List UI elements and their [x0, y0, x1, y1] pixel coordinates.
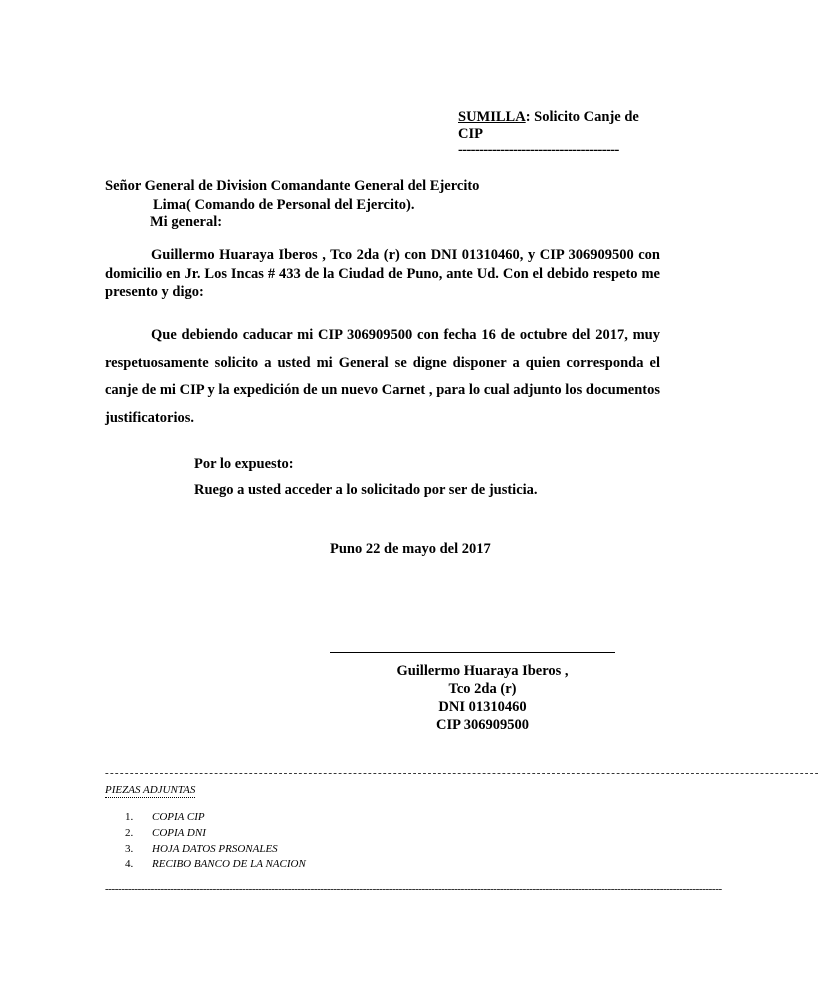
sumilla-dashes: -------------------------------------- — [458, 142, 619, 158]
separator-top: ------------------------------------------------------------------------------------------------------------------------------------------------ — [105, 767, 820, 779]
signature-cip: CIP 306909500 — [435, 717, 530, 733]
attachments-heading: PIEZAS ADJUNTAS — [105, 784, 196, 796]
place-date: Puno 22 de mayo del 2017 — [330, 541, 491, 557]
sumilla-label: SUMILLA — [458, 109, 526, 125]
body-paragraph-1: Guillermo Huaraya Iberos , Tco 2da (r) con DNI 01310460, y CIP 306909500 con domicilio en Jr. Los Incas # 433 de la Ciudad de Puno, ante Ud. Con el debido respeto me presento y digo: — [105, 247, 660, 300]
signature-dni: DNI 01310460 — [438, 699, 527, 715]
sumilla — [458, 109, 663, 143]
list-item: 2. COPIA DNI — [125, 826, 206, 839]
closing-line-1: Por lo expuesto: — [194, 456, 294, 472]
attachments-list — [125, 810, 306, 873]
signature-rank: Tco 2da (r) — [448, 681, 517, 697]
separator-bottom: --------------------------------------------------------------------------------------------------------------------------------------------------------------------------------------------- — [105, 883, 722, 895]
signature-block — [330, 662, 635, 734]
list-item: 1. COPIA CIP — [125, 811, 205, 823]
body-paragraph-2: Que debiendo caducar mi CIP 306909500 con fecha 16 de octubre del 2017, muy respetuosamente solicito a usted mi General se digne disponer a quien corresponda el canje de mi CIP y la expedición de un nuevo Carnet , para lo cual adjunto los documentos justificatorios. — [105, 327, 660, 426]
signature-line — [330, 652, 615, 653]
signature-name: Guillermo Huaraya Iberos , — [396, 663, 569, 679]
closing-line-2: Ruego a usted acceder a lo solicitado por ser de justicia. — [194, 482, 538, 498]
sumilla-text: : Solicito Canje de CIP — [458, 109, 639, 142]
addressee-line-1: Señor General de Division Comandante General del Ejercito — [105, 178, 480, 194]
list-item: 4. RECIBO BANCO DE LA NACION — [125, 858, 306, 871]
list-item: 3. HOJA DATOS PRSONALES — [125, 842, 278, 855]
salutation: Mi general: — [150, 214, 223, 230]
addressee-line-2: Lima( Comando de Personal del Ejercito). — [153, 197, 415, 213]
